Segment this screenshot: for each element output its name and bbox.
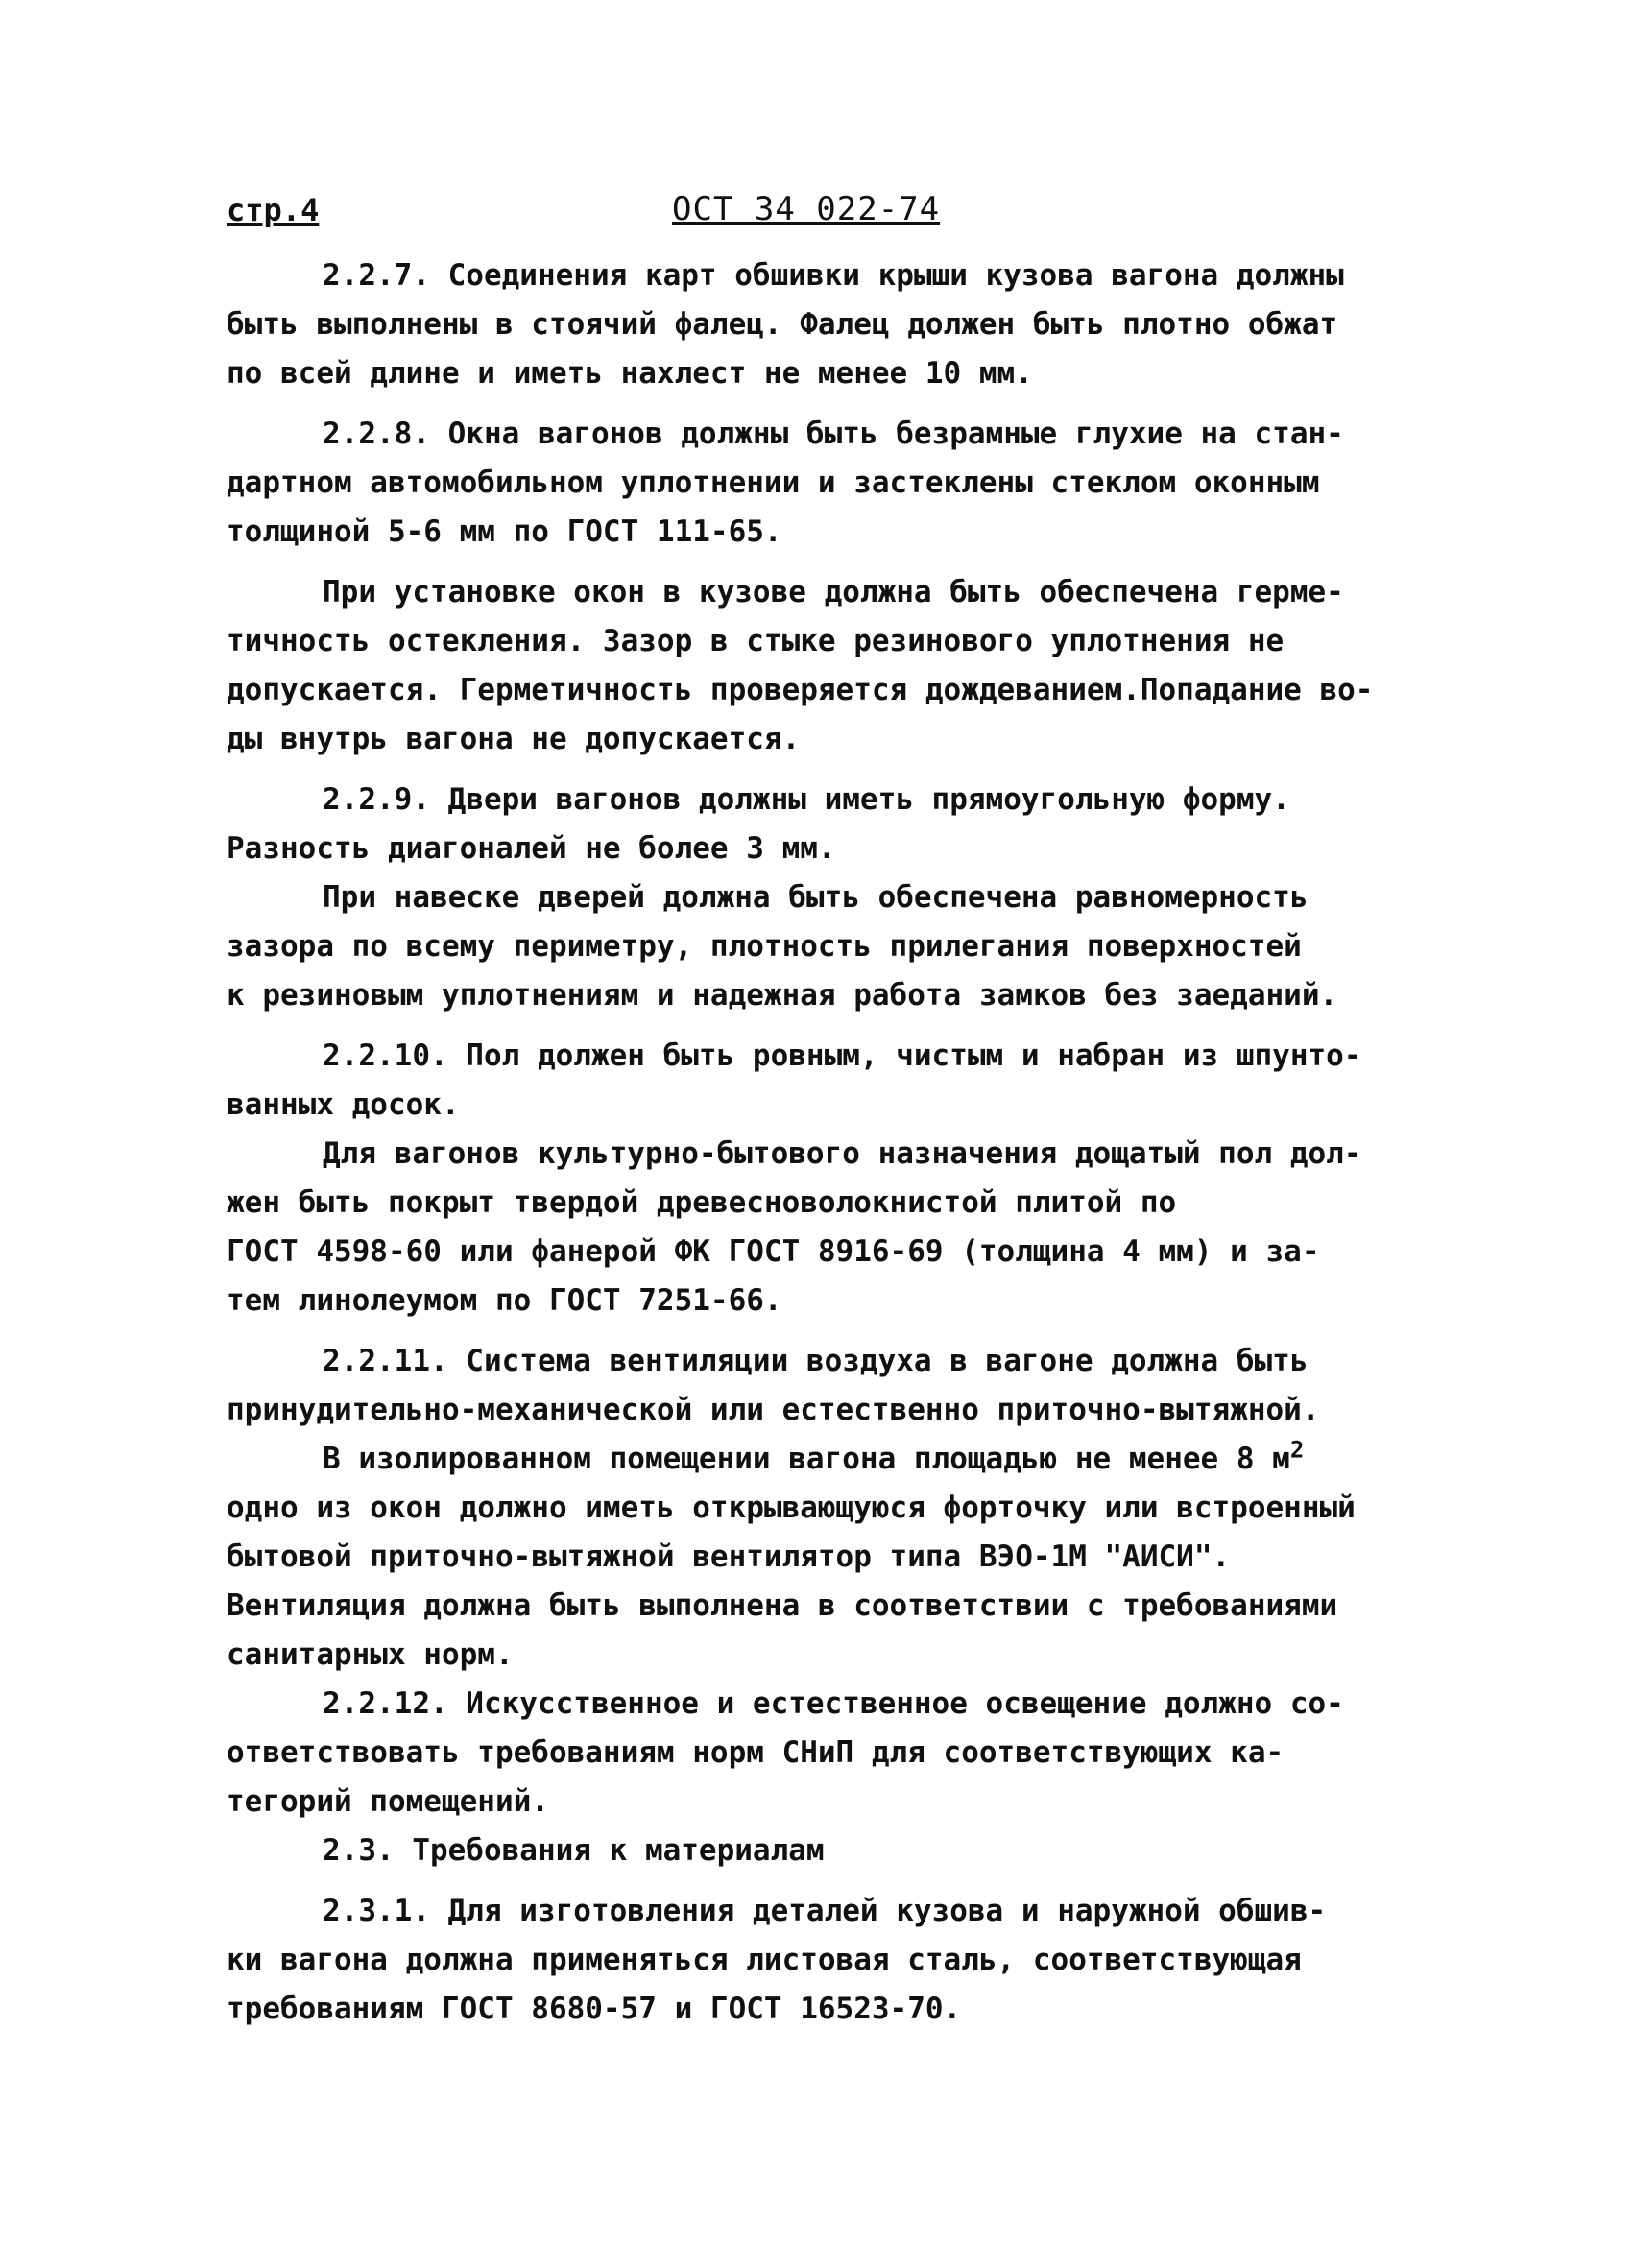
paragraph-2-2-9: 2.2.9. Двери вагонов должны иметь прямоугольную форму. Разность диагоналей не более 3 мм. [227,782,1290,866]
paragraph-2-2-12: 2.2.12. Искусственное и естественное освещение должно со- ответствовать требованиям норм СНиП для соответствующих ка- тегорий помещений. [227,1686,1344,1819]
paragraph-window-installation: При установке окон в кузове должна быть обеспечена герме- тичность остекления. Зазор в стыке резинового уплотнения не допускается. Герметичность проверяется дождеванием.Попадание во- ды внутрь вагона не допускается. [227,575,1374,756]
ventilation-text-continued: одно из окон должно иметь открывающуюся форточку или встроенный бытовой приточно-вытяжной вентилятор типа ВЭО-1М "АИСИ". Вентиляция должна быть выполнена в соответствии с требованиями санитарных норм. [227,1491,1356,1672]
paragraph-ventilation [227,1435,1465,1680]
paragraph-2-3-1: 2.3.1. Для изготовления деталей кузова и наружной обшив- ки вагона должна применяться листовая сталь, соответствующая требованиям ГОСТ 8680-57 и ГОСТ 16523-70. [227,1894,1327,2026]
paragraph-2-2-10: 2.2.10. Пол должен быть ровным, чистым и набран из шпунто- ванных досок. [227,1039,1362,1122]
section-heading-2-3: 2.3. Требования к материалам [323,1833,825,1868]
paragraph-floor-covering: Для вагонов культурно-бытового назначения дощатый пол дол- жен быть покрыт твердой древесноволокнистой плитой по ГОСТ 4598-60 или фанерой ФК ГОСТ 8916-69 (толщина 4 мм) и за- тем линолеумом по ГОСТ 7251-66. [227,1136,1362,1318]
ventilation-text: В изолированном помещении вагона площадью не менее 8 м [323,1442,1290,1476]
superscript-square: 2 [1289,1436,1305,1464]
document-body [227,251,1465,2045]
paragraph-2-2-11: 2.2.11. Система вентиляции воздуха в вагоне должна быть принудительно-механической или естественно приточно-вытяжной. [227,1344,1320,1427]
paragraph-2-2-8: 2.2.8. Окна вагонов должны быть безрамные глухие на стан- дартном автомобильном уплотнении и застеклены стеклом оконным толщиной 5-6 мм по ГОСТ 111-65. [227,417,1344,549]
paragraph-door-hanging: При навеске дверей должна быть обеспечена равномерность зазора по всему периметру, плотность прилегания поверхностей к резиновым уплотнениям и надежная работа замков без заеданий. [227,880,1338,1013]
document-code: ОСТ 34 022-74 [672,190,941,228]
page-number: стр.4 [227,192,320,228]
paragraph-2-2-7: 2.2.7. Соединения карт обшивки крыши кузова вагона должны быть выполнены в стоячий фалец. Фалец должен быть плотно обжат по всей длине и иметь нахлест не менее 10 мм. [227,258,1344,391]
